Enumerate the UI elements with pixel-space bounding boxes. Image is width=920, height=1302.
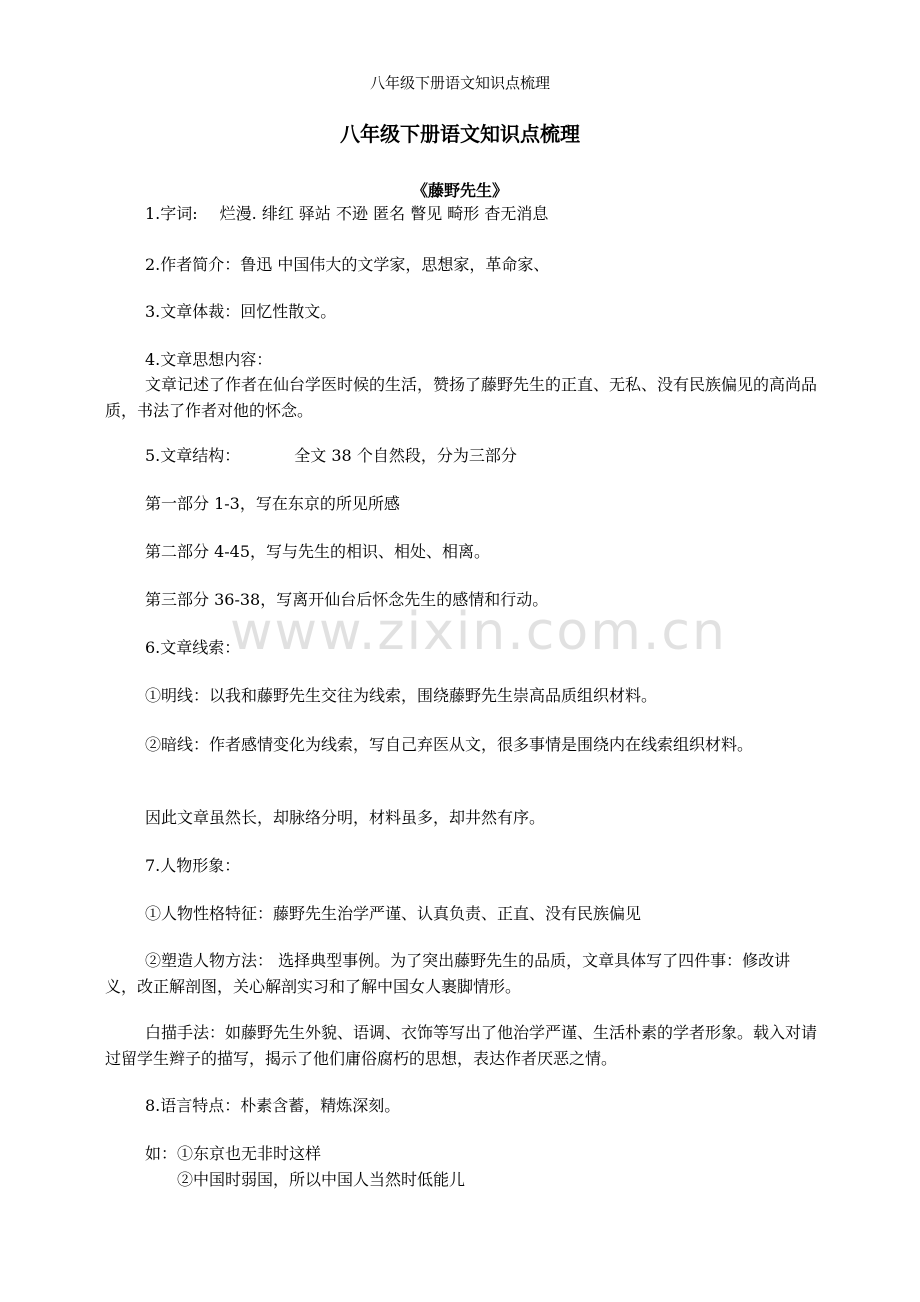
vocab-words: 烂漫. 绯红 驿站 不逊 匿名 瞥见 畸形 杳无消息: [219, 204, 549, 223]
genre-line: 3.文章体裁：回忆性散文。: [145, 302, 337, 321]
part-1-line: 第一部分 1-3，写在东京的所见所感: [145, 494, 400, 513]
theme-heading: 4.文章思想内容：: [145, 350, 273, 369]
clue-explicit: ①明线：以我和藤野先生交往为线索，围绕藤野先生崇高品质组织材料。: [145, 686, 658, 705]
part-2-line: 第二部分 4-45，写与先生的相识、相处、相离。: [145, 542, 491, 561]
page-header: 八年级下册语文知识点梳理: [369, 74, 550, 92]
theme-body: 文章记述了作者在仙台学医时候的生活，赞扬了藤野先生的正直、无私、没有民族偏见的高尚品质，书法了作者对他的怀念。: [105, 375, 818, 420]
structure-value: 全文 38 个自然段，分为三部分: [294, 446, 517, 465]
character-heading: 7.人物形象：: [145, 856, 241, 875]
sketch-method: 白描手法：如藤野先生外貌、语调、衣饰等写出了他治学严谨、生活朴素的学者形象。载入对请过留学生辫子的描写，揭示了他们庸俗腐朽的思想，表达作者厌恶之情。: [105, 1023, 818, 1068]
character-traits: ①人物性格特征：藤野先生治学严谨、认真负责、正直、没有民族偏见: [145, 904, 642, 923]
watermark: www.zixin.com.cn: [230, 602, 727, 662]
structure-line: [145, 443, 857, 469]
author-line: 2.作者简介：鲁迅 中国伟大的文学家，思想家，革命家、: [145, 255, 550, 274]
vocab-line: [145, 201, 857, 227]
section-title: 《藤野先生》: [411, 181, 508, 200]
part-3-line: 第三部分 36-38，写离开仙台后怀念先生的感情和行动。: [145, 590, 549, 609]
clue-implicit: ②暗线：作者感情变化为线索，写自己弃医从文，很多事情是围绕内在线索组织材料。: [145, 735, 754, 754]
vocab-label: 1.字词:: [145, 204, 198, 223]
example-2: ②中国时弱国，所以中国人当然时低能儿: [177, 1170, 466, 1189]
clue-conclusion: 因此文章虽然长，却脉络分明，材料虽多，却井然有序。: [145, 808, 546, 827]
example-1: 如：①东京也无非时这样: [145, 1144, 322, 1163]
clue-heading: 6.文章线索：: [145, 638, 241, 657]
structure-label: 5.文章结构：: [145, 446, 241, 465]
language-line: 8.语言特点：朴素含蓄，精炼深刻。: [145, 1096, 401, 1115]
document-title: 八年级下册语文知识点梳理: [340, 122, 580, 146]
character-method: ②塑造人物方法： 选择典型事例。为了突出藤野先生的品质，文章具体写了四件事：修改讲义，改正解剖图，关心解剖实习和了解中国女人裹脚情形。: [105, 951, 791, 996]
